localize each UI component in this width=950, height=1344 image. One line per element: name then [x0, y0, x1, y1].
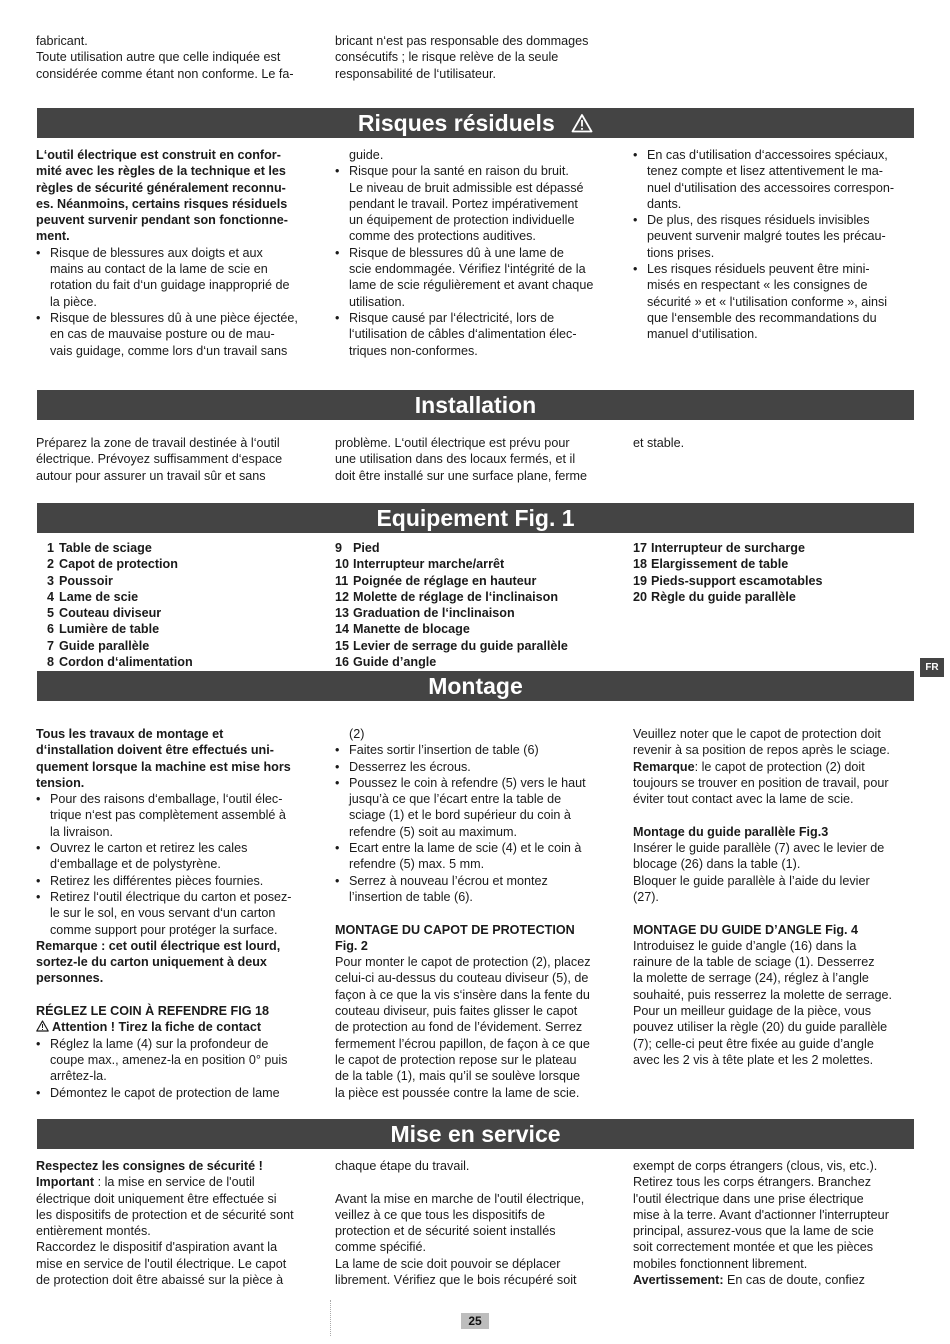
- text-line: la pièce est poussée contre la lame de scie.: [335, 1085, 580, 1100]
- text-line: Pour monter le capot de protection (2), placez: [335, 955, 591, 970]
- montage-remark-rest: [633, 775, 915, 808]
- column-divider: [330, 1300, 331, 1336]
- equipment-label: Guide d’angle: [353, 655, 437, 670]
- equipement-col-1: [36, 540, 318, 670]
- list-item-line: tions prises.: [647, 245, 715, 260]
- mise-col-1: [36, 1158, 318, 1288]
- risques-col-1: [36, 147, 318, 359]
- text-line: Avant la mise en marche de l'outil électrique,: [335, 1191, 585, 1206]
- text-line: Tous les travaux de montage et: [36, 727, 224, 741]
- list-item: [36, 889, 318, 938]
- list-item-line: manuel d‘utilisation.: [647, 327, 758, 342]
- equipment-item: [335, 638, 615, 654]
- text-line: les dispositifs de protection et de sécurité sont: [36, 1207, 294, 1222]
- equipment-item: [633, 573, 915, 589]
- text-line: et stable.: [633, 436, 685, 450]
- equipment-item: [335, 589, 615, 605]
- list-item: [36, 840, 318, 873]
- text-line: fabricant.: [36, 34, 88, 48]
- text-line: mise en service de l'outil électrique. Le capot: [36, 1256, 287, 1271]
- list-item-line: • Ouvrez le carton et retirez les cales: [50, 841, 248, 856]
- remark-text: : le capot de protection (2) doit: [694, 759, 865, 774]
- list-item: [36, 1085, 318, 1101]
- installation-col-1: [36, 435, 318, 484]
- text-line: protection et de sécurité soient installés: [335, 1224, 556, 1239]
- text-line: entièrement montés.: [36, 1224, 151, 1239]
- list-item-line: utilisation.: [349, 294, 406, 309]
- equipment-item: [335, 540, 615, 556]
- list-item-line: • Retirez l‘outil électrique du carton et posez-: [50, 889, 292, 904]
- equipment-number: 9: [335, 541, 343, 555]
- text-line: le capot de protection repose sur le plateau: [335, 1052, 577, 1067]
- text-line: souhaité, puis resserrez la molette de serrage.: [633, 987, 893, 1002]
- montage-heading-guide-parallele: Montage du guide parallèle Fig.3: [633, 824, 829, 839]
- equipment-label: Table de sciage: [59, 541, 152, 555]
- equipment-item: [36, 573, 318, 589]
- equipment-number: 3: [46, 573, 54, 588]
- page-number: 25: [461, 1313, 489, 1329]
- text-line: L‘outil électrique est construit en confor-: [36, 148, 281, 162]
- intro-col-1: [36, 33, 318, 82]
- text-line: façon à ce que la vis s‘insère dans la fente du: [335, 987, 590, 1002]
- list-item-line: le sur le sol, en vous servant d‘un carton: [50, 906, 276, 921]
- list-item: [335, 759, 615, 775]
- risques-list-3: [633, 147, 915, 343]
- important-label: Important: [36, 1175, 95, 1190]
- list-item-line: sciage (1) et le bord supérieur du coin à: [349, 808, 571, 823]
- equipment-label: Graduation de l‘inclinaison: [353, 606, 515, 621]
- text-line: doit être installé sur une surface plane, ferme: [335, 468, 588, 483]
- list-item: [335, 742, 615, 758]
- list-item: [335, 775, 615, 840]
- text-line: tension.: [36, 775, 85, 790]
- equipment-item: [335, 573, 615, 589]
- text-line: considérée comme étant non conforme. Le fa-: [36, 66, 294, 81]
- text-line: couteau diviseur, puis faites glisser le capot: [335, 1004, 578, 1019]
- list-item-line: tenez compte et lisez attentivement le ma-: [647, 164, 883, 179]
- equipment-item: [36, 621, 318, 637]
- installation-col-3: [633, 435, 915, 451]
- section-header-mise-en-service: [37, 1119, 914, 1149]
- list-item: [335, 840, 615, 873]
- montage-heading-guide-angle: MONTAGE DU GUIDE D’ANGLE Fig. 4: [633, 922, 859, 937]
- text-line: peuvent survenir pendant son fonctionne-: [36, 213, 288, 228]
- text-line: La lame de scie doit pouvoir se déplacer: [335, 1256, 561, 1271]
- montage-attention-text: Attention ! Tirez la fiche de contact: [52, 1020, 262, 1035]
- list-item-line: • De plus, des risques résiduels invisibles: [647, 213, 870, 228]
- text-line: blocage (26) dans la table (1).: [633, 857, 801, 872]
- equipment-item: [335, 621, 615, 637]
- list-item-line: nuel d‘utilisation des accessoires correspon-: [647, 180, 895, 195]
- warning-icon: [36, 1020, 49, 1032]
- equipment-number: 15: [335, 638, 350, 653]
- risques-col-2: [335, 147, 615, 359]
- montage-heading-coin: RÉGLEZ LE COIN À REFENDRE FIG 18: [36, 1004, 270, 1019]
- list-item-line: • En cas d‘utilisation d‘accessoires spéciaux,: [647, 148, 888, 162]
- warning-text: En cas de doute, confiez: [723, 1273, 865, 1288]
- montage-attention: [36, 1019, 318, 1035]
- text-line: es. Néanmoins, certains risques résiduels: [36, 196, 288, 211]
- list-item-line: • Retirez les différentes pièces fournies.: [50, 873, 264, 888]
- list-item-line: refendre (5) max. 5 mm.: [349, 857, 485, 872]
- list-item-line: triques non-conformes.: [349, 343, 478, 358]
- montage-continuation: (2): [349, 727, 365, 741]
- list-item-line: que l‘ensemble des recommandations du: [647, 310, 877, 325]
- list-item-line: d‘emballage et de polystyrène.: [50, 857, 221, 872]
- text-line: Introduisez le guide d’angle (16) dans la: [633, 938, 857, 953]
- section-header-equipement: [37, 503, 914, 533]
- equipment-number: 6: [46, 622, 54, 637]
- text-line: une utilisation dans des locaux fermés, et il: [335, 452, 576, 467]
- equipment-item: [633, 589, 915, 605]
- text-line: Préparez la zone de travail destinée à l‘outil: [36, 436, 280, 450]
- list-item-line: coupe max., amenez-la en position 0° puis: [50, 1052, 288, 1067]
- text-line: comme spécifié.: [335, 1240, 426, 1255]
- mise-col-3: [633, 1158, 915, 1288]
- list-item-line: pendant le travail. Portez impérativement: [349, 196, 578, 211]
- list-item-line: • Risque de blessures aux doigts et aux: [50, 245, 263, 260]
- section-title-montage: Montage: [428, 673, 523, 699]
- text-line: fermement l’écrou papillon, de façon à ce que: [335, 1036, 590, 1051]
- montage-heading-capot: [335, 922, 615, 955]
- text-line: Bloquer le guide parallèle à l’aide du levier: [633, 873, 870, 888]
- text-line: exempt de corps étrangers (clous, vis, etc.).: [633, 1159, 878, 1173]
- list-item-line: • Risque causé par l‘électricité, lors de: [349, 310, 555, 325]
- equipment-number: 5: [46, 606, 54, 621]
- list-item: [335, 163, 615, 244]
- text-line: avec les 2 vis à tête plate et les 2 molettes.: [633, 1052, 874, 1067]
- equipment-label: Poussoir: [59, 573, 113, 588]
- equipement-col-2: [335, 540, 615, 670]
- montage-guide-parallele-text: [633, 840, 915, 905]
- list-item-line: peuvent survenir malgré toutes les précau-: [647, 229, 886, 244]
- list-item-line: l’insertion de table (6).: [349, 889, 473, 904]
- text-line: Fig. 2: [335, 938, 368, 953]
- list-item-line: • Risque pour la santé en raison du bruit.: [349, 164, 569, 179]
- equipment-item: [36, 556, 318, 572]
- list-item-line: dants.: [647, 196, 682, 211]
- text-line: responsabilité de l‘utilisateur.: [335, 66, 497, 81]
- list-item-line: • Les risques résiduels peuvent être mini-: [647, 262, 870, 277]
- list-item-line: la livraison.: [50, 824, 113, 839]
- list-item-line: Le niveau de bruit admissible est dépassé: [349, 180, 584, 195]
- montage-capot-paragraph: [335, 954, 615, 1101]
- equipment-label: Lame de scie: [59, 589, 139, 604]
- text-line: quement lorsque la machine est mise hors: [36, 759, 291, 774]
- equipment-number: 4: [46, 589, 54, 604]
- equipment-label: Capot de protection: [59, 557, 178, 572]
- equipment-number: 1: [46, 541, 54, 555]
- equipment-label: Poignée de réglage en hauteur: [353, 573, 537, 588]
- mise-col-1-text: [36, 1191, 318, 1289]
- text-line: librement. Vérifiez que le bois récupéré soit: [335, 1273, 577, 1288]
- text-line: soit correctement montée et que les pièces: [633, 1240, 874, 1255]
- equipment-item: [633, 540, 915, 556]
- equipment-number: 11: [335, 573, 349, 588]
- section-title-mise-en-service: Mise en service: [390, 1121, 561, 1147]
- text-line: l'outil électrique dans une prise électrique: [633, 1191, 864, 1206]
- text-line: électrique doit uniquement être effectuée si: [36, 1191, 277, 1206]
- text-line: de protection au fond de l’évidement. Serrez: [335, 1020, 583, 1035]
- equipment-label: Pied: [353, 541, 380, 555]
- montage-col-2: [335, 726, 615, 1101]
- equipment-item: [335, 654, 615, 670]
- list-item-line: scie endommagée. Vérifiez l‘intégrité de la: [349, 262, 586, 277]
- equipment-label: Manette de blocage: [353, 622, 470, 637]
- text-line: principal, assurez-vous que la lame de scie: [633, 1224, 874, 1239]
- montage-list-1: [36, 791, 318, 938]
- mise-col-3-text: [633, 1158, 915, 1272]
- equipment-label: Couteau diviseur: [59, 606, 162, 621]
- mise-warning-line: [633, 1272, 915, 1288]
- text-line: de protection doit être abaissé sur la pièce à: [36, 1273, 284, 1288]
- text-line: chaque étape du travail.: [335, 1159, 470, 1173]
- text-line: MONTAGE DU CAPOT DE PROTECTION: [335, 922, 575, 937]
- equipment-label: Interrupteur marche/arrêt: [353, 557, 505, 572]
- montage-col-3: [633, 726, 915, 1068]
- list-item: [36, 310, 318, 359]
- text-line: de la table (1), mais qu’il se soulève lorsque: [335, 1069, 581, 1084]
- list-item-line: • Poussez le coin à refendre (5) vers le haut: [349, 775, 586, 790]
- list-item-line: comme support pour protéger la surface.: [50, 922, 278, 937]
- equipment-number: 8: [46, 655, 54, 670]
- list-item: [633, 261, 915, 342]
- risques-intro: [36, 147, 318, 245]
- list-item-line: • Serrez à nouveau l’écrou et montez: [349, 873, 548, 888]
- equipment-label: Lumière de table: [59, 622, 160, 637]
- text-line: (7); celle-ci peut être fixée au guide d’angle: [633, 1036, 874, 1051]
- montage-remark: [36, 938, 318, 987]
- equipment-number: 13: [335, 606, 350, 621]
- mise-col-2-text-a: [335, 1158, 615, 1174]
- equipment-item: [36, 638, 318, 654]
- text-line: éviter tout contact avec la lame de scie.: [633, 792, 854, 807]
- risques-col-3: [633, 147, 915, 343]
- warning-label: Avertissement:: [633, 1273, 724, 1288]
- list-item-line: • Pour des raisons d‘emballage, l‘outil élec-: [50, 792, 283, 807]
- equipment-item: [36, 605, 318, 621]
- list-item-line: • Risque de blessures dû à une pièce éjectée,: [50, 310, 298, 325]
- text-line: Toute utilisation autre que celle indiquée est: [36, 50, 281, 65]
- equipment-number: 12: [335, 589, 350, 604]
- list-item-line: vais guidage, comme lors d‘un travail sans: [50, 343, 288, 358]
- montage-list-2: [36, 1036, 318, 1101]
- text-line: revenir à sa position de repos après le sciage.: [633, 743, 890, 758]
- text-line: consécutifs ; le risque relève de la seule: [335, 50, 559, 65]
- montage-list-3: [335, 742, 615, 905]
- text-line: ment.: [36, 229, 70, 244]
- text-line: Remarque : cet outil électrique est lourd,: [36, 938, 281, 953]
- list-item: [633, 212, 915, 261]
- section-header-montage: [37, 671, 914, 701]
- equipment-number: 18: [633, 557, 648, 572]
- language-tab: FR: [920, 658, 944, 677]
- equipment-label: Guide parallèle: [59, 638, 150, 653]
- text-line: Insérer le guide parallèle (7) avec le levier de: [633, 841, 885, 856]
- montage-note: [633, 726, 915, 759]
- equipment-number: 17: [633, 541, 648, 555]
- equipment-number: 10: [335, 557, 350, 572]
- text-line: rainure de la table de sciage (1). Desserrez: [633, 955, 875, 970]
- equipment-number: 7: [46, 638, 54, 653]
- important-text: : la mise en service de l'outil: [94, 1175, 255, 1190]
- text-line: Pour un meilleur guidage de la pièce, vous: [633, 1004, 872, 1019]
- list-item-line: jusqu’à ce que l’écart entre la table de: [349, 792, 562, 807]
- list-item-line: • Réglez la lame (4) sur la profondeur de: [50, 1036, 269, 1051]
- montage-intro: [36, 726, 318, 791]
- section-title-equipement: Equipement Fig. 1: [376, 505, 575, 531]
- equipment-item: [36, 589, 318, 605]
- section-header-risques: [37, 108, 914, 138]
- montage-remark-line: [633, 759, 915, 775]
- list-item-line: l‘utilisation de câbles d‘alimentation élec-: [349, 327, 577, 342]
- equipment-item: [36, 654, 318, 670]
- text-line: électrique. Prévoyez suffisamment d‘espace: [36, 452, 283, 467]
- text-line: sortez-le du carton uniquement à deux: [36, 955, 267, 970]
- equipment-item: [633, 556, 915, 572]
- text-line: celui-ci au-dessus du couteau diviseur (5), de: [335, 971, 589, 986]
- text-line: règles de sécurité généralement reconnu-: [36, 180, 286, 195]
- text-line: la molette de serrage (24), réglez à l’angle: [633, 971, 869, 986]
- mise-important-line: [36, 1174, 318, 1190]
- list-item-line: • Desserrez les écrous.: [349, 759, 471, 774]
- equipment-number: 2: [46, 557, 54, 572]
- montage-guide-angle-text: [633, 938, 915, 1068]
- text-line: mobiles fonctionnent librement.: [633, 1256, 808, 1271]
- equipement-col-3: [633, 540, 915, 605]
- text-line: d‘installation doivent être effectués uni-: [36, 743, 274, 758]
- equipment-label: Levier de serrage du guide parallèle: [353, 638, 568, 653]
- risques-continuation: guide.: [349, 148, 384, 162]
- list-item-line: rotation du fait d‘un guidage inapproprié de: [50, 278, 290, 293]
- list-item: [335, 873, 615, 906]
- risques-list-1: [36, 245, 318, 359]
- equipment-number: 20: [633, 589, 648, 604]
- list-item: [36, 245, 318, 310]
- equipment-label: Règle du guide parallèle: [651, 589, 796, 604]
- list-item: [36, 873, 318, 889]
- section-title-risques: Risques résiduels: [357, 110, 555, 136]
- text-line: bricant n‘est pas responsable des dommages: [335, 34, 589, 48]
- warning-icon: [571, 113, 593, 133]
- list-item-line: • Risque de blessures dû à une lame de: [349, 245, 564, 260]
- equipment-number: 16: [335, 655, 350, 670]
- section-header-installation: [37, 390, 914, 420]
- list-item: [335, 245, 615, 310]
- text-line: pouvez utiliser la règle (20) du guide parallèle: [633, 1020, 888, 1035]
- list-item-line: refendre (5) soit au maximum.: [349, 824, 517, 839]
- equipment-label: Molette de réglage de l‘inclinaison: [353, 589, 559, 604]
- list-item: [36, 791, 318, 840]
- intro-col-2: [335, 33, 615, 82]
- equipment-number: 14: [335, 622, 350, 637]
- list-item-line: misés en respectant « les consignes de: [647, 278, 868, 293]
- montage-col-1: [36, 726, 318, 1101]
- equipment-item: [335, 556, 615, 572]
- list-item-line: trique n‘est pas complètement assemblé à: [50, 808, 286, 823]
- mise-heading: Respectez les consignes de sécurité !: [36, 1159, 263, 1173]
- list-item-line: la pièce.: [50, 294, 97, 309]
- mise-col-2: [335, 1158, 615, 1288]
- equipment-label: Elargissement de table: [651, 557, 789, 572]
- list-item-line: un équipement de protection individuelle: [349, 213, 575, 228]
- text-line: autour pour assurer un travail sûr et sans: [36, 468, 266, 483]
- text-line: mité avec les règles de la technique et les: [36, 164, 286, 179]
- list-item-line: en cas de mauvaise posture ou de mau-: [50, 327, 275, 342]
- text-line: (27).: [633, 889, 659, 904]
- list-item-line: comme des protections auditives.: [349, 229, 536, 244]
- text-line: mise à la terre. Avant d'actionner l'interrupteur: [633, 1207, 889, 1222]
- equipment-item: [36, 540, 318, 556]
- text-line: veillez à ce que tous les dispositifs de: [335, 1207, 546, 1222]
- equipment-number: 19: [633, 573, 648, 588]
- list-item: [36, 1036, 318, 1085]
- list-item-line: lame de scie régulièrement et avant chaque: [349, 278, 594, 293]
- equipment-label: Cordon d‘alimentation: [59, 655, 193, 670]
- installation-col-2: [335, 435, 615, 484]
- text-line: Raccordez le dispositif d'aspiration avant la: [36, 1240, 278, 1255]
- list-item-line: • Ecart entre la lame de scie (4) et le coin à: [349, 841, 582, 856]
- list-item-line: • Démontez le capot de protection de lame: [50, 1085, 280, 1100]
- risques-list-2: [335, 163, 615, 359]
- equipment-item: [335, 605, 615, 621]
- text-line: toujours se trouver en position de travail, pour: [633, 775, 889, 790]
- list-item-line: • Faites sortir l’insertion de table (6): [349, 743, 539, 758]
- equipment-label: Interrupteur de surcharge: [651, 541, 805, 555]
- list-item-line: mains au contact de la lame de scie en: [50, 262, 268, 277]
- mise-col-2-text-b: [335, 1191, 615, 1289]
- text-line: problème. L‘outil électrique est prévu pour: [335, 436, 570, 450]
- equipment-label: Pieds-support escamotables: [651, 573, 823, 588]
- text-line: personnes.: [36, 971, 104, 986]
- list-item-line: sécurité » et « l‘utilisation conforme », ainsi: [647, 294, 888, 309]
- list-item: [633, 147, 915, 212]
- remark-label: Remarque: [633, 759, 695, 774]
- list-item-line: arrêtez-la.: [50, 1069, 107, 1084]
- text-line: Veuillez noter que le capot de protection doit: [633, 727, 881, 741]
- section-title-installation: Installation: [414, 392, 537, 418]
- list-item: [335, 310, 615, 359]
- text-line: Retirez tous les corps étrangers. Branchez: [633, 1175, 871, 1190]
